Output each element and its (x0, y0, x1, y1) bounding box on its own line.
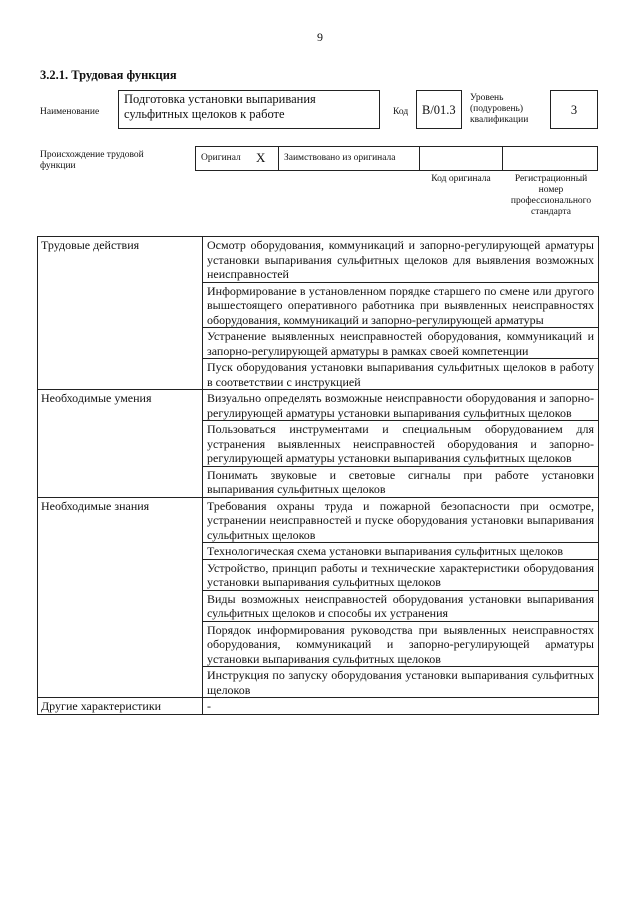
table-row (38, 390, 599, 498)
code-value: В/01.3 (422, 103, 456, 117)
row-items (203, 390, 599, 498)
level-value: 3 (570, 103, 578, 117)
row-category: Трудовые действия (38, 237, 203, 390)
name-value-box (118, 90, 380, 129)
list-item: Инструкция по запуску оборудования установки выпаривания сульфитных щелоков (207, 668, 594, 697)
borrowed-label: Заимствовано из оригинала (284, 153, 396, 163)
list-item: Технологическая схема установки выпаривания сульфитных щелоков (203, 543, 598, 560)
original-label: Оригинал (201, 153, 241, 163)
row-items (203, 237, 599, 390)
code-label: Код (393, 107, 409, 117)
list-item: Понимать звуковые и световые сигналы при работе установки выпаривания сульфитных щелоков (207, 467, 594, 496)
list-item: Виды возможных неисправностей оборудования установки выпаривания сульфитных щелоков и способы их устранения (203, 591, 598, 622)
list-item: Пуск оборудования установки выпаривания сульфитных щелоков в работу в соответствии с инструкцией (207, 360, 594, 389)
list-item: - (207, 699, 211, 713)
origin-label: Происхождение трудовой функции (40, 150, 144, 171)
list-item: Визуально определять возможные неисправности оборудования и запорно-регулирующей арматуры установки выпаривания сульфитных щелоков (203, 390, 598, 421)
original-mark: X (256, 150, 266, 165)
function-table (37, 236, 599, 715)
reg-number-caption: Регистрационный номер профессионального стандарта (510, 174, 592, 217)
list-item: Требования охраны труда и пожарной безопасности при осмотре, устранении неисправностей и пуске оборудования установки выпаривания сульфитных щелоков (203, 498, 598, 544)
row-items (203, 497, 599, 698)
table-row (38, 698, 599, 715)
origin-divider-3 (502, 146, 503, 171)
level-label: Уровень (подуровень) квалификации (470, 93, 529, 125)
list-item: Устройство, принцип работы и технические характеристики оборудования установки выпаривания сульфитных щелоков (203, 560, 598, 591)
row-items (203, 698, 599, 715)
name-value: Подготовка установки выпаривания сульфитных щелоков к работе (124, 92, 316, 121)
row-category: Необходимые знания (38, 497, 203, 698)
origin-divider-2 (419, 146, 420, 171)
level-value-box (550, 90, 598, 129)
origin-divider-1 (278, 146, 279, 171)
page-number: 9 (317, 30, 323, 44)
row-category: Необходимые умения (38, 390, 203, 498)
list-item: Пользоваться инструментами и специальным оборудованием для устранения выявленных неисправностей оборудования и запорно-регулирующей арматуры установки выпаривания сульфитных щелоков (203, 421, 598, 467)
row-category: Другие характеристики (38, 698, 203, 715)
section-title: 3.2.1. Трудовая функция (40, 68, 177, 82)
list-item: Устранение выявленных неисправностей оборудования, коммуникаций и запорно-регулирующей арматуры в рамках своей компетенции (203, 328, 598, 359)
code-original-caption: Код оригинала (431, 174, 491, 184)
list-item: Осмотр оборудования, коммуникаций и запорно-регулирующей арматуры установки выпаривания сульфитных щелоков для выявления возможных неисправностей (203, 237, 598, 283)
list-item: Порядок информирования руководства при выявленных неисправностях оборудования, коммуникаций и запорно-регулирующей арматуры установки выпаривания сульфитных щелоков (203, 622, 598, 668)
table-row (38, 497, 599, 698)
table-row (38, 237, 599, 390)
list-item: Информирование в установленном порядке старшего по смене или другого вышестоящего оперативного работника при выявленных неисправностях оборудования, коммуникаций и запорно-регулирующей арматуры (203, 283, 598, 329)
code-value-box (416, 90, 462, 129)
name-label: Наименование (40, 107, 100, 117)
